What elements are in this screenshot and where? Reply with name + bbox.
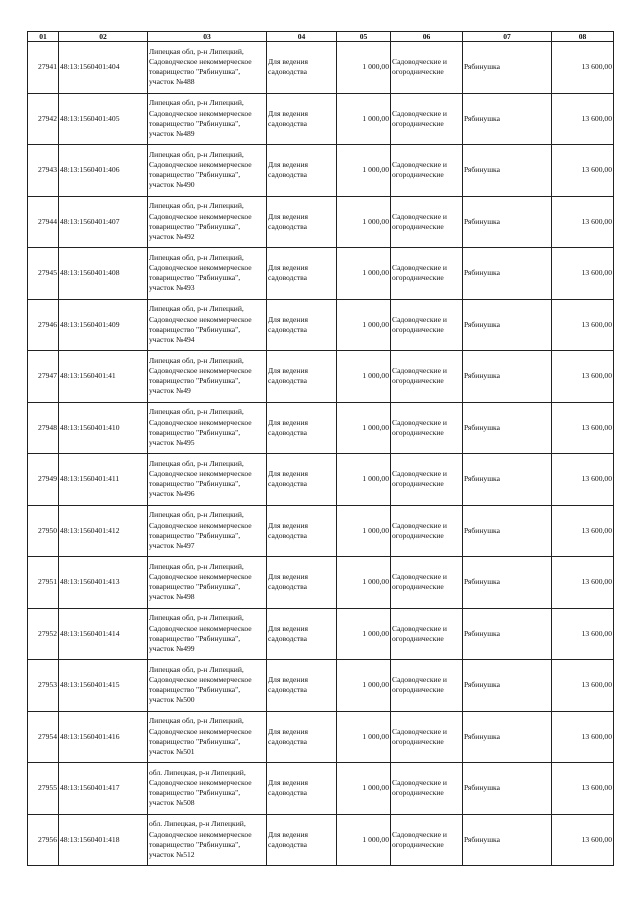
cadastral-number-cell: 48:13:1560401:413 — [59, 557, 148, 609]
area-cell: 1 000,00 — [337, 402, 391, 454]
row-number-cell: 27956 — [28, 814, 59, 866]
address-cell: Липецкая обл, р-н Липецкий, Садоводческое некоммерческое товарищество "Рябинушка", участок №500 — [148, 660, 267, 712]
row-number-cell: 27954 — [28, 711, 59, 763]
location-cell: Рябинушка — [463, 608, 552, 660]
address-cell: Липецкая обл, р-н Липецкий, Садоводческое некоммерческое товарищество "Рябинушка", участок №493 — [148, 248, 267, 300]
permitted-use-cell: Для ведения садоводства — [267, 814, 337, 866]
table-row — [28, 505, 614, 557]
column-header-04: 04 — [267, 32, 337, 42]
location-cell: Рябинушка — [463, 93, 552, 145]
row-number-cell: 27942 — [28, 93, 59, 145]
location-cell: Рябинушка — [463, 351, 552, 403]
address-cell: Липецкая обл, р-н Липецкий, Садоводческое некоммерческое товарищество "Рябинушка", участок №49 — [148, 351, 267, 403]
address-cell: обл. Липецкая, р-н Липецкий, Садоводческое некоммерческое товарищество "Рябинушка", участок №512 — [148, 814, 267, 866]
area-cell: 1 000,00 — [337, 196, 391, 248]
land-category-cell: Садоводческие и огороднические — [391, 557, 463, 609]
permitted-use-cell: Для ведения садоводства — [267, 196, 337, 248]
permitted-use-cell: Для ведения садоводства — [267, 351, 337, 403]
table-row — [28, 763, 614, 815]
cadastral-value-cell: 13 600,00 — [552, 814, 614, 866]
row-number-cell: 27943 — [28, 145, 59, 197]
address-cell: Липецкая обл, р-н Липецкий, Садоводческое некоммерческое товарищество "Рябинушка", участок №494 — [148, 299, 267, 351]
area-cell: 1 000,00 — [337, 145, 391, 197]
table-row — [28, 299, 614, 351]
location-cell: Рябинушка — [463, 402, 552, 454]
column-header-05: 05 — [337, 32, 391, 42]
address-cell: Липецкая обл, р-н Липецкий, Садоводческое некоммерческое товарищество "Рябинушка", участок №499 — [148, 608, 267, 660]
table-row — [28, 402, 614, 454]
land-category-cell: Садоводческие и огороднические — [391, 299, 463, 351]
table-header-row — [28, 32, 614, 42]
cadastral-number-cell: 48:13:1560401:404 — [59, 42, 148, 94]
location-cell: Рябинушка — [463, 454, 552, 506]
cadastral-value-cell: 13 600,00 — [552, 42, 614, 94]
area-cell: 1 000,00 — [337, 711, 391, 763]
table-row — [28, 557, 614, 609]
table-row — [28, 608, 614, 660]
address-cell: Липецкая обл, р-н Липецкий, Садоводческое некоммерческое товарищество "Рябинушка", участок №492 — [148, 196, 267, 248]
area-cell: 1 000,00 — [337, 351, 391, 403]
address-cell: Липецкая обл, р-н Липецкий, Садоводческое некоммерческое товарищество "Рябинушка", участок №498 — [148, 557, 267, 609]
row-number-cell: 27947 — [28, 351, 59, 403]
cadastral-value-table — [27, 31, 614, 866]
location-cell: Рябинушка — [463, 763, 552, 815]
column-header-01: 01 — [28, 32, 59, 42]
table-row — [28, 351, 614, 403]
cadastral-number-cell: 48:13:1560401:412 — [59, 505, 148, 557]
row-number-cell: 27944 — [28, 196, 59, 248]
row-number-cell: 27946 — [28, 299, 59, 351]
cadastral-value-cell: 13 600,00 — [552, 248, 614, 300]
location-cell: Рябинушка — [463, 299, 552, 351]
permitted-use-cell: Для ведения садоводства — [267, 608, 337, 660]
cadastral-value-cell: 13 600,00 — [552, 402, 614, 454]
area-cell: 1 000,00 — [337, 763, 391, 815]
permitted-use-cell: Для ведения садоводства — [267, 248, 337, 300]
column-header-06: 06 — [391, 32, 463, 42]
permitted-use-cell: Для ведения садоводства — [267, 711, 337, 763]
location-cell: Рябинушка — [463, 145, 552, 197]
cadastral-value-cell: 13 600,00 — [552, 505, 614, 557]
location-cell: Рябинушка — [463, 42, 552, 94]
permitted-use-cell: Для ведения садоводства — [267, 660, 337, 712]
table-row — [28, 711, 614, 763]
land-category-cell: Садоводческие и огороднические — [391, 763, 463, 815]
column-header-02: 02 — [59, 32, 148, 42]
cadastral-number-cell: 48:13:1560401:415 — [59, 660, 148, 712]
location-cell: Рябинушка — [463, 660, 552, 712]
area-cell: 1 000,00 — [337, 93, 391, 145]
permitted-use-cell: Для ведения садоводства — [267, 299, 337, 351]
row-number-cell: 27949 — [28, 454, 59, 506]
cadastral-number-cell: 48:13:1560401:406 — [59, 145, 148, 197]
area-cell: 1 000,00 — [337, 42, 391, 94]
cadastral-value-cell: 13 600,00 — [552, 557, 614, 609]
permitted-use-cell: Для ведения садоводства — [267, 145, 337, 197]
address-cell: Липецкая обл, р-н Липецкий, Садоводческое некоммерческое товарищество "Рябинушка", участок №501 — [148, 711, 267, 763]
land-category-cell: Садоводческие и огороднические — [391, 196, 463, 248]
cadastral-number-cell: 48:13:1560401:414 — [59, 608, 148, 660]
cadastral-number-cell: 48:13:1560401:417 — [59, 763, 148, 815]
land-category-cell: Садоводческие и огороднические — [391, 145, 463, 197]
table-row — [28, 145, 614, 197]
row-number-cell: 27945 — [28, 248, 59, 300]
area-cell: 1 000,00 — [337, 248, 391, 300]
address-cell: Липецкая обл, р-н Липецкий, Садоводческое некоммерческое товарищество "Рябинушка", участок №497 — [148, 505, 267, 557]
location-cell: Рябинушка — [463, 557, 552, 609]
permitted-use-cell: Для ведения садоводства — [267, 505, 337, 557]
area-cell: 1 000,00 — [337, 505, 391, 557]
cadastral-value-cell: 13 600,00 — [552, 608, 614, 660]
cadastral-value-cell: 13 600,00 — [552, 660, 614, 712]
table-row — [28, 248, 614, 300]
row-number-cell: 27941 — [28, 42, 59, 94]
address-cell: обл. Липецкая, р-н Липецкий, Садоводческое некоммерческое товарищество "Рябинушка", участок №508 — [148, 763, 267, 815]
land-category-cell: Садоводческие и огороднические — [391, 505, 463, 557]
land-category-cell: Садоводческие и огороднические — [391, 42, 463, 94]
cadastral-value-cell: 13 600,00 — [552, 299, 614, 351]
land-category-cell: Садоводческие и огороднические — [391, 608, 463, 660]
land-category-cell: Садоводческие и огороднические — [391, 814, 463, 866]
land-category-cell: Садоводческие и огороднические — [391, 93, 463, 145]
cadastral-value-cell: 13 600,00 — [552, 196, 614, 248]
cadastral-number-cell: 48:13:1560401:407 — [59, 196, 148, 248]
land-category-cell: Садоводческие и огороднические — [391, 351, 463, 403]
address-cell: Липецкая обл, р-н Липецкий, Садоводческое некоммерческое товарищество "Рябинушка", участок №490 — [148, 145, 267, 197]
column-header-03: 03 — [148, 32, 267, 42]
area-cell: 1 000,00 — [337, 608, 391, 660]
cadastral-value-cell: 13 600,00 — [552, 763, 614, 815]
table-row — [28, 93, 614, 145]
table-row — [28, 660, 614, 712]
address-cell: Липецкая обл, р-н Липецкий, Садоводческое некоммерческое товарищество "Рябинушка", участок №496 — [148, 454, 267, 506]
cadastral-number-cell: 48:13:1560401:409 — [59, 299, 148, 351]
permitted-use-cell: Для ведения садоводства — [267, 454, 337, 506]
cadastral-number-cell: 48:13:1560401:408 — [59, 248, 148, 300]
land-category-cell: Садоводческие и огороднические — [391, 711, 463, 763]
table-row — [28, 454, 614, 506]
location-cell: Рябинушка — [463, 505, 552, 557]
cadastral-number-cell: 48:13:1560401:416 — [59, 711, 148, 763]
cadastral-value-cell: 13 600,00 — [552, 93, 614, 145]
table-row — [28, 196, 614, 248]
cadastral-number-cell: 48:13:1560401:41 — [59, 351, 148, 403]
area-cell: 1 000,00 — [337, 454, 391, 506]
land-category-cell: Садоводческие и огороднические — [391, 454, 463, 506]
permitted-use-cell: Для ведения садоводства — [267, 557, 337, 609]
cadastral-value-cell: 13 600,00 — [552, 454, 614, 506]
location-cell: Рябинушка — [463, 248, 552, 300]
cadastral-number-cell: 48:13:1560401:418 — [59, 814, 148, 866]
cadastral-number-cell: 48:13:1560401:405 — [59, 93, 148, 145]
table-row — [28, 42, 614, 94]
permitted-use-cell: Для ведения садоводства — [267, 42, 337, 94]
row-number-cell: 27950 — [28, 505, 59, 557]
area-cell: 1 000,00 — [337, 299, 391, 351]
permitted-use-cell: Для ведения садоводства — [267, 402, 337, 454]
table-row — [28, 814, 614, 866]
cadastral-value-cell: 13 600,00 — [552, 711, 614, 763]
cadastral-value-cell: 13 600,00 — [552, 351, 614, 403]
column-header-07: 07 — [463, 32, 552, 42]
land-category-cell: Садоводческие и огороднические — [391, 660, 463, 712]
land-category-cell: Садоводческие и огороднические — [391, 248, 463, 300]
cadastral-number-cell: 48:13:1560401:411 — [59, 454, 148, 506]
location-cell: Рябинушка — [463, 711, 552, 763]
address-cell: Липецкая обл, р-н Липецкий, Садоводческое некоммерческое товарищество "Рябинушка", участок №495 — [148, 402, 267, 454]
row-number-cell: 27953 — [28, 660, 59, 712]
row-number-cell: 27948 — [28, 402, 59, 454]
row-number-cell: 27951 — [28, 557, 59, 609]
permitted-use-cell: Для ведения садоводства — [267, 763, 337, 815]
row-number-cell: 27952 — [28, 608, 59, 660]
address-cell: Липецкая обл, р-н Липецкий, Садоводческое некоммерческое товарищество "Рябинушка", участок №488 — [148, 42, 267, 94]
table-body — [28, 42, 614, 866]
permitted-use-cell: Для ведения садоводства — [267, 93, 337, 145]
area-cell: 1 000,00 — [337, 660, 391, 712]
row-number-cell: 27955 — [28, 763, 59, 815]
column-header-08: 08 — [552, 32, 614, 42]
cadastral-value-cell: 13 600,00 — [552, 145, 614, 197]
area-cell: 1 000,00 — [337, 814, 391, 866]
area-cell: 1 000,00 — [337, 557, 391, 609]
location-cell: Рябинушка — [463, 814, 552, 866]
location-cell: Рябинушка — [463, 196, 552, 248]
address-cell: Липецкая обл, р-н Липецкий, Садоводческое некоммерческое товарищество "Рябинушка", участок №489 — [148, 93, 267, 145]
land-category-cell: Садоводческие и огороднические — [391, 402, 463, 454]
cadastral-number-cell: 48:13:1560401:410 — [59, 402, 148, 454]
